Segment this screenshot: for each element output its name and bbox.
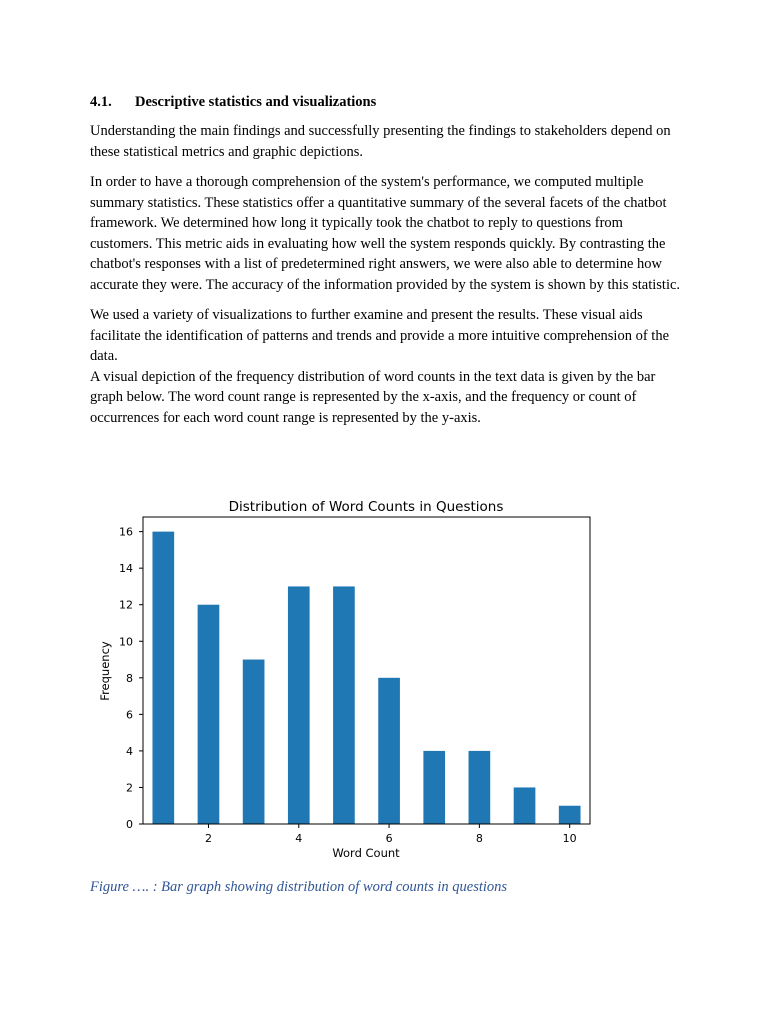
chart-title: Distribution of Word Counts in Questions (228, 499, 504, 515)
y-tick-label: 6 (126, 708, 133, 722)
document-body (90, 92, 682, 438)
bar-wordcount-4 (288, 586, 310, 824)
bar-wordcount-8 (469, 751, 491, 824)
paragraph-visualizations: We used a variety of visualizations to further examine and present the results. These visual aids facilitate the identification of patterns and trends and provide a more intuitive comprehension of the data. (90, 307, 670, 364)
paragraph-intro: Understanding the main findings and successfully presenting the findings to stakeholders depend on these statistical metrics and graphic depictions. (90, 123, 671, 160)
y-tick-label: 2 (126, 781, 133, 795)
bar-wordcount-7 (423, 751, 445, 824)
bar-wordcount-2 (198, 605, 220, 824)
word-count-chart (90, 490, 600, 870)
y-tick-label: 16 (119, 525, 133, 539)
y-axis-label: Frequency (98, 641, 112, 701)
x-tick-label: 6 (385, 832, 393, 845)
x-tick-label: 8 (475, 832, 483, 845)
bar-wordcount-3 (243, 660, 265, 824)
x-tick-label: 4 (295, 832, 303, 845)
y-tick-label: 10 (119, 635, 133, 649)
x-tick-label: 10 (562, 832, 577, 845)
x-tick-label: 2 (204, 832, 212, 845)
chart-svg (90, 490, 600, 870)
y-tick-label: 0 (126, 818, 133, 831)
x-axis-label: Word Count (332, 846, 400, 860)
paragraph-statistics: In order to have a thorough comprehension of the system's performance, we computed multiple summary statistics. These statistics offer a quantitative summary of the several facets of the chatbot framework. We determined how long it typically took the chatbot to reply to questions from customers. This metric aids in evaluating how well the system responds quickly. By contrasting the chatbot's responses with a list of predetermined right answers, we were also able to determine how accurate they were. The accuracy of the information provided by the system is shown by this statistic. (90, 174, 681, 293)
section-number: 4.1. (90, 94, 112, 110)
paragraph-bar-graph: A visual depiction of the frequency distribution of word counts in the text data is given by the bar graph below. The word count range is represented by the x-axis, and the frequency or count of occurrences for each word count range is represented by the y-axis. (90, 368, 656, 426)
y-tick-label: 8 (126, 671, 133, 685)
section-heading (90, 92, 682, 112)
figure-caption: Figure …. : Bar graph showing distribution of word counts in questions (90, 879, 508, 895)
y-tick-label: 12 (119, 598, 133, 612)
y-tick-label: 4 (126, 744, 133, 758)
section-title: Descriptive statistics and visualizations (135, 94, 377, 110)
bar-wordcount-9 (514, 787, 536, 824)
bar-wordcount-10 (559, 806, 581, 824)
y-tick-label: 14 (119, 562, 133, 576)
bar-wordcount-6 (378, 678, 400, 824)
bar-wordcount-5 (333, 586, 355, 824)
bar-wordcount-1 (152, 532, 174, 824)
